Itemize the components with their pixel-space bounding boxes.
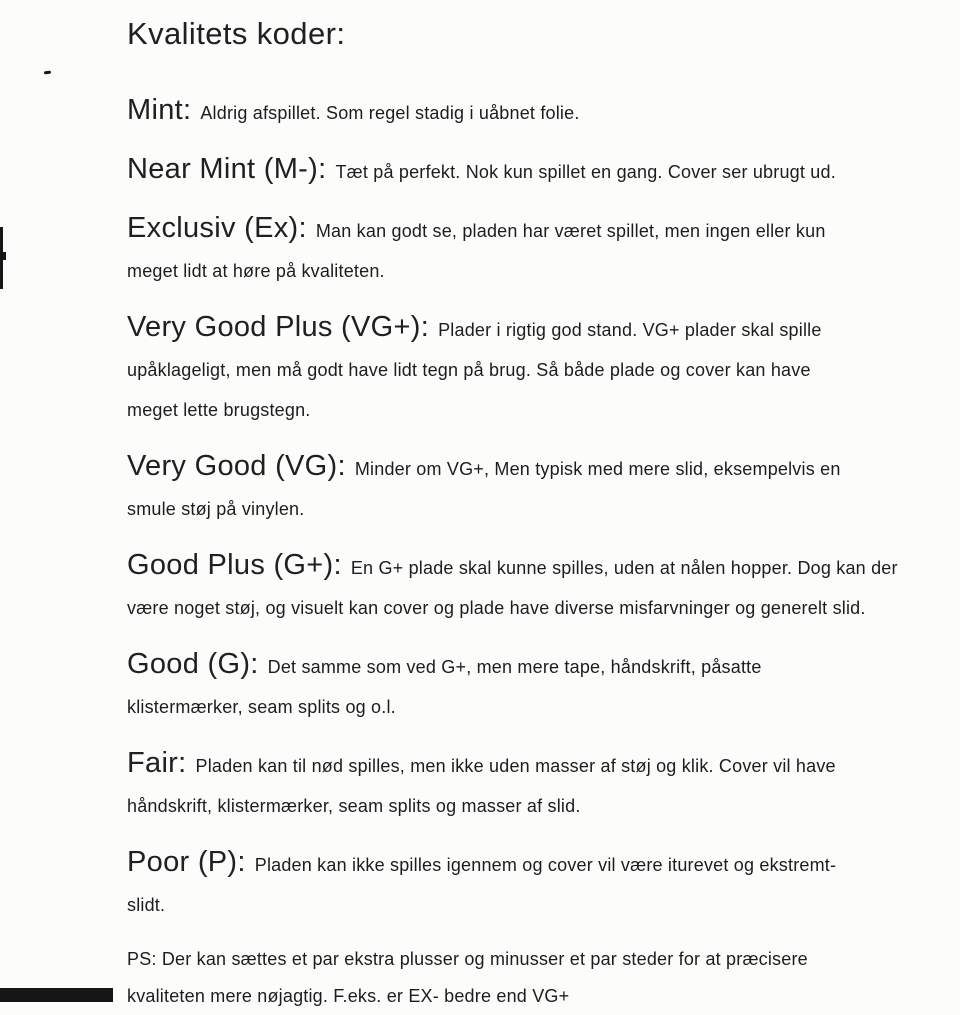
quality-entry-fair [127,743,900,826]
quality-term: Mint: [127,94,192,126]
quality-desc-line: meget lette brugstegn. [127,400,311,420]
quality-desc-line: smule støj på vinylen. [127,499,305,519]
quality-desc-line: være noget støj, og visuelt kan cover og plade have diverse misfarvninger og generelt slid. [127,598,866,618]
quality-desc-line: Tæt på perfekt. Nok kun spillet en gang. Cover ser ubrugt ud. [335,162,836,182]
quality-term: Poor (P): [127,846,246,878]
quality-term: Good Plus (G+): [127,549,342,581]
page-title: Kvalitets koder: [127,16,346,51]
quality-entry-mint [127,90,900,133]
quality-desc-line: Det samme som ved G+, men mere tape, håndskrift, påsatte [267,657,762,677]
quality-desc-line: klistermærker, seam splits og o.l. [127,697,396,717]
quality-desc-line: slidt. [127,895,166,915]
footnote-ps [127,941,900,1015]
quality-term: Good (G): [127,648,259,680]
quality-entry-poor [127,842,900,925]
quality-desc-line: Pladen kan til nød spilles, men ikke uden masser af støj og klik. Cover vil have [195,756,836,776]
scan-mark-bottom-bar [0,988,113,1002]
quality-desc-line: Pladen kan ikke spilles igennem og cover vil være iturevet og ekstremt- [254,855,837,875]
quality-term: Very Good (VG): [127,450,346,482]
quality-desc-line: håndskrift, klistermærker, seam splits og masser af slid. [127,796,581,816]
quality-term: Exclusiv (Ex): [127,212,307,244]
quality-entry-near-mint [127,149,900,192]
quality-entry-good [127,644,900,727]
quality-desc-line: upåklageligt, men må godt have lidt tegn på brug. Så både plade og cover kan have [127,360,811,380]
quality-term: Very Good Plus (VG+): [127,311,430,343]
quality-entry-very-good-plus [127,307,900,430]
quality-entry-good-plus [127,545,900,628]
footnote-line: kvaliteten mere nøjagtig. F.eks. er EX- bedre end VG+ [127,986,570,1006]
quality-desc-line: Man kan godt se, pladen har været spillet, men ingen eller kun [315,221,826,241]
quality-desc-line: Minder om VG+, Men typisk med mere slid, eksempelvis en [354,459,841,479]
quality-desc-line: Plader i rigtig god stand. VG+ plader skal spille [438,320,822,340]
scan-mark-left-tick [1,252,6,260]
quality-term: Fair: [127,747,187,779]
footnote-line: PS: Der kan sættes et par ekstra plusser og minusser et par steder for at præcisere [127,949,808,969]
quality-entry-very-good [127,446,900,529]
quality-desc-line: En G+ plade skal kunne spilles, uden at nålen hopper. Dog kan der [350,558,898,578]
quality-desc-line: meget lidt at høre på kvaliteten. [127,261,385,281]
quality-desc-line: Aldrig afspillet. Som regel stadig i uåbnet folie. [200,103,580,123]
quality-entry-exclusiv [127,208,900,291]
quality-term: Near Mint (M-): [127,153,327,185]
